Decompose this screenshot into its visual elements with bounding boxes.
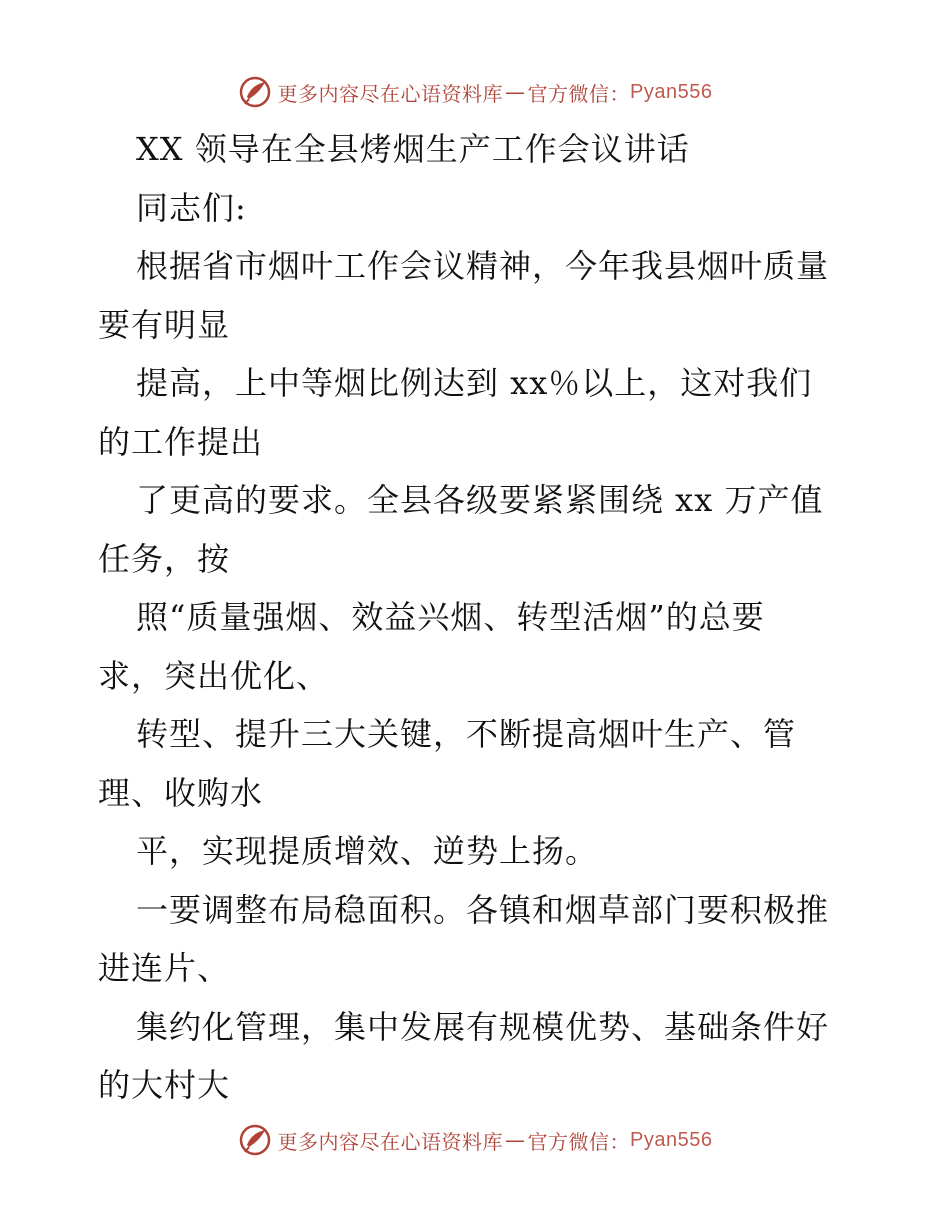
paragraph-line: 的大村大 [98, 1066, 231, 1104]
paragraph-line: 一要调整布局稳面积。各镇和烟草部门要积极推 [136, 890, 830, 929]
paragraph-line: 照“质量强烟、效益兴烟、转型活烟”的总要 [136, 598, 765, 636]
watermark-banner-bottom [0, 1120, 950, 1160]
paragraph-line: 任务，按 [98, 539, 231, 578]
document-title: XX 领导在全县烤烟生产工作会议讲话 [136, 130, 690, 168]
paragraph-line: 要有明显 [98, 305, 231, 344]
watermark-banner-top [0, 72, 950, 112]
paragraph-line: 理、收购水 [98, 773, 264, 812]
paragraph-line: 了更高的要求。全县各级要紧紧围绕 xx 万产值 [136, 481, 824, 519]
paragraph-line: 求，突出优化、 [98, 656, 330, 695]
quill-logo-icon [238, 1123, 272, 1157]
paragraph-line: 的工作提出 [98, 422, 264, 461]
watermark-handle: Pyan556 [630, 1128, 713, 1151]
watermark-separator: — [505, 80, 526, 104]
watermark-site-text: 更多内容尽在心语资料库 [277, 1129, 504, 1154]
watermark-handle: Pyan556 [630, 80, 713, 103]
paragraph-line: 同志们: [136, 188, 247, 227]
paragraph-line: 平，实现提质增效、逆势上扬。 [136, 832, 599, 870]
paragraph-line: 提高，上中等烟比例达到 xx％以上，这对我们 [136, 364, 813, 402]
watermark-separator: — [505, 1128, 526, 1152]
watermark-official-label: 官方微信： [527, 1129, 631, 1154]
watermark-official-label: 官方微信： [527, 81, 631, 106]
quill-logo-icon [238, 75, 272, 109]
paragraph-line: 集约化管理，集中发展有规模优势、基础条件好 [136, 1007, 830, 1046]
paragraph-line: 根据省市烟叶工作会议精神，今年我县烟叶质量 [136, 247, 830, 285]
paragraph-line: 进连片、 [98, 949, 231, 987]
document-body [98, 120, 858, 1115]
paragraph-line: 转型、提升三大关键，不断提高烟叶生产、管 [136, 715, 797, 753]
watermark-site-text: 更多内容尽在心语资料库 [277, 81, 504, 106]
